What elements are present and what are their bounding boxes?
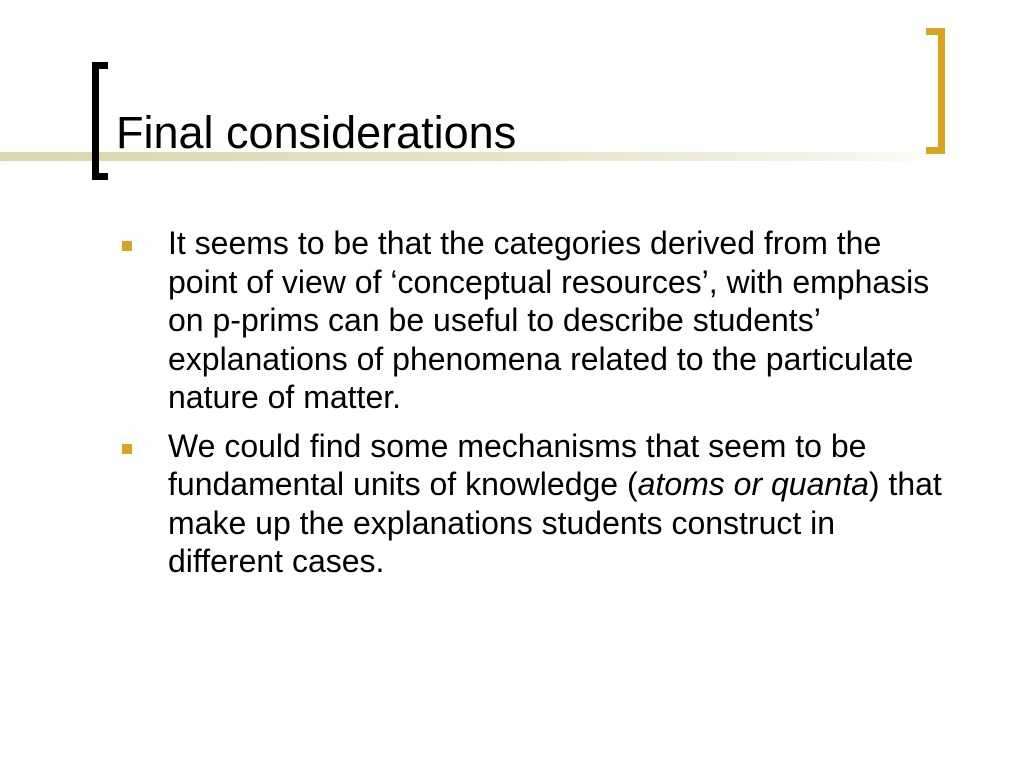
bullet-text-2-after: ) that make up the explanations students construct in different cases. <box>168 466 942 579</box>
bullet-text-2 <box>168 428 942 580</box>
bullet-text-2-before: We could find some mechanisms that seem to be fundamental units of knowledge ( <box>168 427 867 502</box>
bullet-text-2-italic: atoms or quanta <box>637 466 869 502</box>
bullet-text-1: It seems to be that the categories derived from the point of view of ‘conceptual resources’, with emphasis on p-prims can be useful to describe students’ explanations of phenomena related to the particulate nature of matter. <box>168 225 930 415</box>
square-bullet-icon <box>122 444 132 454</box>
square-bullet-icon <box>122 241 132 251</box>
bullet-item-2 <box>116 427 956 581</box>
slide-title: Final considerations <box>116 107 517 158</box>
bullet-item-1 <box>116 224 956 417</box>
bullet-list <box>116 224 956 591</box>
right-bracket-decoration <box>926 28 945 154</box>
left-bracket-decoration <box>92 62 108 180</box>
